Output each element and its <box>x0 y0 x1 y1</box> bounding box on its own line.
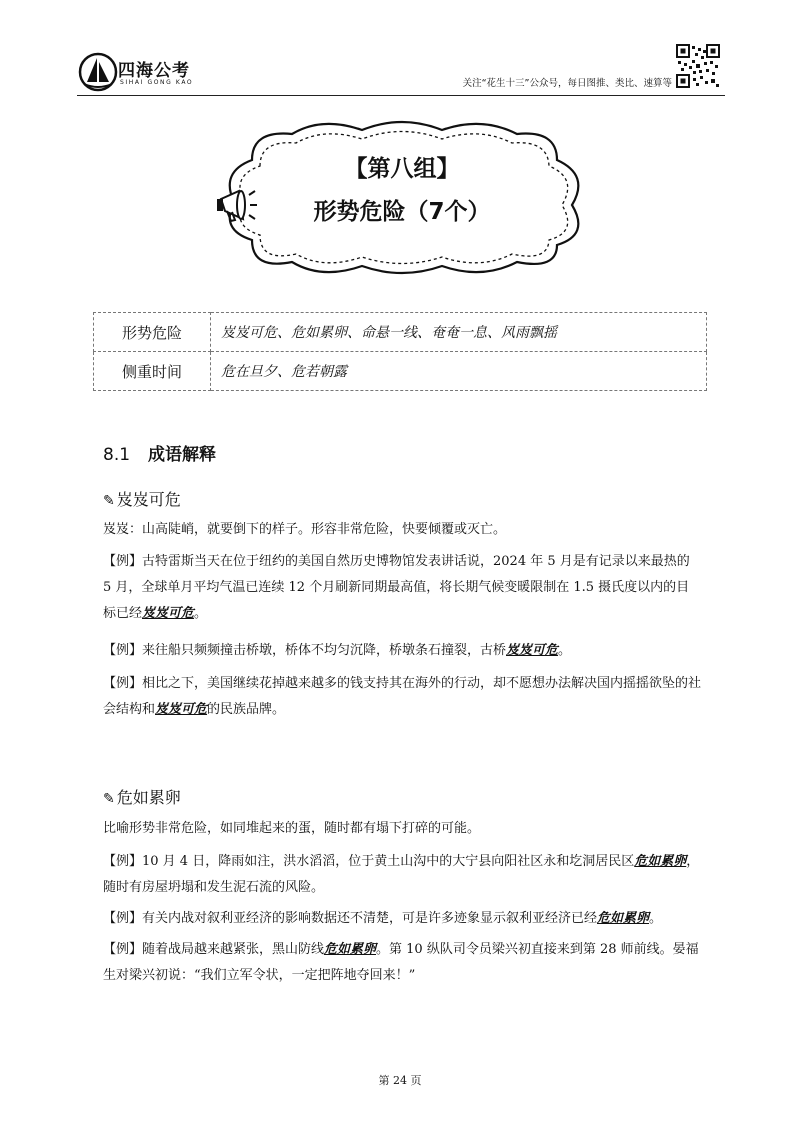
qr-code-icon <box>676 44 720 88</box>
header-divider <box>77 95 725 96</box>
header-note: 关注“花生十三”公众号，每日图推、类比、速算等 <box>462 78 672 89</box>
example-paragraph: 【例】相比之下，美国继续花掉越来越多的钱支持其在海外的行动，却不愿想办法解决国内摇摇欲坠的社会结构和岌岌可危的民族品牌。 <box>103 676 702 717</box>
page-number: 第 24 页 <box>378 1074 422 1087</box>
brand-logo <box>78 52 218 94</box>
example-paragraph: 【例】随着战局越来越紧张，黑山防线危如累卵。第 10 纵队司令员梁兴初直接来到第 28 师前线。晏福生对梁兴初说：“我们立军令状，一定把阵地夺回来！” <box>103 942 699 983</box>
entry-definition: 比喻形势非常危险，如同堆起来的蛋，随时都有塌下打碎的可能。 <box>103 821 481 836</box>
table-row <box>94 313 707 352</box>
brand-subtitle: SIHAI GONG KAO <box>120 79 194 86</box>
example-paragraph: 【例】来往船只频频撞击桥墩，桥体不均匀沉降，桥墩条石撞裂，古桥岌岌可危。 <box>103 643 572 658</box>
topic-title: 形势危险（7个） <box>313 199 491 225</box>
entry-title <box>103 487 181 510</box>
summary-table <box>93 312 707 391</box>
idiom-highlight: 危如累卵 <box>634 854 687 869</box>
brand-name: 四海公考 <box>118 61 190 81</box>
idiom-highlight: 危如累卵 <box>597 911 650 926</box>
section-title: 成语解释 <box>148 445 217 465</box>
pencil-icon: ✎ <box>103 493 115 509</box>
table-row <box>94 352 707 391</box>
idiom-highlight: 岌岌可危 <box>142 606 195 621</box>
entry-title <box>103 785 181 808</box>
section-heading <box>103 440 216 465</box>
example-paragraph: 【例】10 月 4 日，降雨如注，洪水滔滔，位于黄土山沟中的大宁县向阳社区永和圪洞居民区危如累卵，随时有房屋坍塌和发生泥石流的风险。 <box>103 854 700 895</box>
example-paragraph: 【例】有关内战对叙利亚经济的影响数据还不清楚，可是许多迹象显示叙利亚经济已经危如累卵。 <box>103 911 663 926</box>
entry-definition: 岌岌：山高陡峭，就要倒下的样子。形容非常危险，快要倾覆或灭亡。 <box>103 522 507 537</box>
section-number: 8.1 <box>103 445 131 465</box>
row-value: 危在旦夕、危若朝露 <box>211 352 707 391</box>
pencil-icon: ✎ <box>103 791 115 807</box>
group-title: 【第八组】 <box>344 156 460 182</box>
sailboat-logo-icon <box>78 52 118 92</box>
example-paragraph: 【例】古特雷斯当天在位于纽约的美国自然历史博物馆发表讲话说，2024 年 5 月是有记录以来最热的 5 月，全球单月平均气温已连续 12 个月刷新同期最高值，将长期气候变暖限制在 1.5 摄氏度以内的目标已经岌岌可危。 <box>103 554 690 621</box>
idiom-highlight: 岌岌可危 <box>506 643 559 658</box>
entry-title-text: 岌岌可危 <box>116 490 181 509</box>
entry-title-text: 危如累卵 <box>116 788 181 807</box>
idiom-highlight: 危如累卵 <box>324 942 377 957</box>
row-label: 形势危险 <box>94 313 211 352</box>
row-label: 侧重时间 <box>94 352 211 391</box>
idiom-highlight: 岌岌可危 <box>155 702 208 717</box>
row-value: 岌岌可危、危如累卵、命悬一线、奄奄一息、风雨飘摇 <box>211 313 707 352</box>
